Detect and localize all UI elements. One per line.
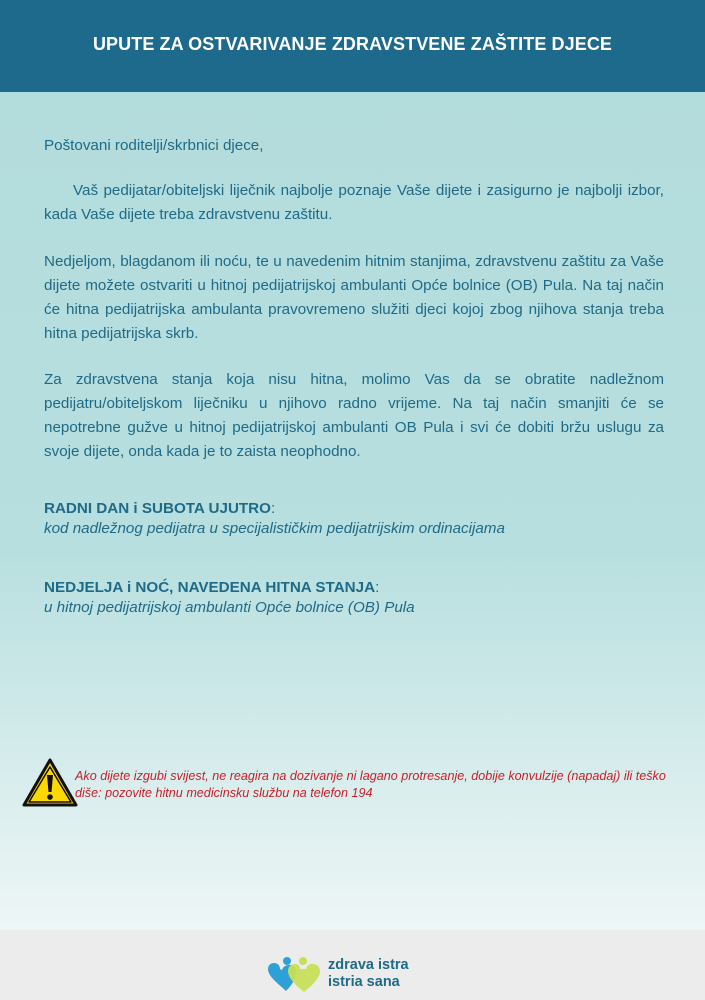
hearts-logo-icon [266, 955, 322, 995]
section-weekday [44, 497, 664, 541]
section-weekday-heading: RADNI DAN i SUBOTA UJUTRO [44, 500, 271, 517]
section-weekday-colon: : [270, 500, 276, 517]
logo-text [328, 957, 409, 990]
greeting: Poštovani roditelji/skrbnici djece, [44, 137, 264, 154]
section-night [44, 576, 664, 620]
paragraph-emergency: Nedjeljom, blagdanom ili noću, te u navedenim hitnim stanjima, zdravstvenu zaštitu za Vaše dijete možete ostvariti u hitnoj pedijatrijskoj ambulanti Opće bolnice (OB) Pula. Na taj način će hitna pedijatrijska ambulanta pravovremeno služiti djeci kojoj zbog njihova stanja treba hitna pedijatrijska skrb. [44, 253, 664, 342]
warning-message: Ako dijete izgubi svijest, ne reagira na dozivanje ni lagano protresanje, dobije konvulzije (napadaj) ili teško diše: pozovite hitnu medicinsku službu na telefon 194 [75, 769, 666, 800]
section-night-heading: NEDJELJA i NOĆ, NAVEDENA HITNA STANJA [44, 579, 376, 596]
page-header [0, 0, 705, 92]
logo-line-2: istria sana [328, 973, 400, 990]
paragraph-non-urgent: Za zdravstvena stanja koja nisu hitna, molimo Vas da se obratite nadležnom pedijatru/obiteljskom liječniku u njihovo radno vrijeme. Na taj način smanjiti će se nepotrebne gužve u hitnoj pedijatrijskoj ambulanti OB Pula i svi će dobiti bržu uslugu za svoje dijete, onda kada je to zaista neophodno. [44, 371, 664, 460]
section-weekday-detail: kod nadležnog pedijatra u specijalističkim pedijatrijskim ordinacijama [44, 520, 505, 537]
section-night-colon: : [375, 579, 380, 596]
warning-triangle-icon [22, 758, 78, 808]
section-night-detail: u hitnoj pedijatrijskoj ambulanti Opće bolnice (OB) Pula [44, 599, 415, 616]
page-title: UPUTE ZA OSTVARIVANJE ZDRAVSTVENE ZAŠTITE DJECE [92, 33, 613, 54]
paragraph-pediatrician: Vaš pedijatar/obiteljski liječnik najbolje poznaje Vaše dijete i zasigurno je najbolji izbor, kada Vaše dijete treba zdravstvenu zaštitu. [44, 182, 664, 223]
logo-line-1: zdrava istra [328, 957, 409, 973]
